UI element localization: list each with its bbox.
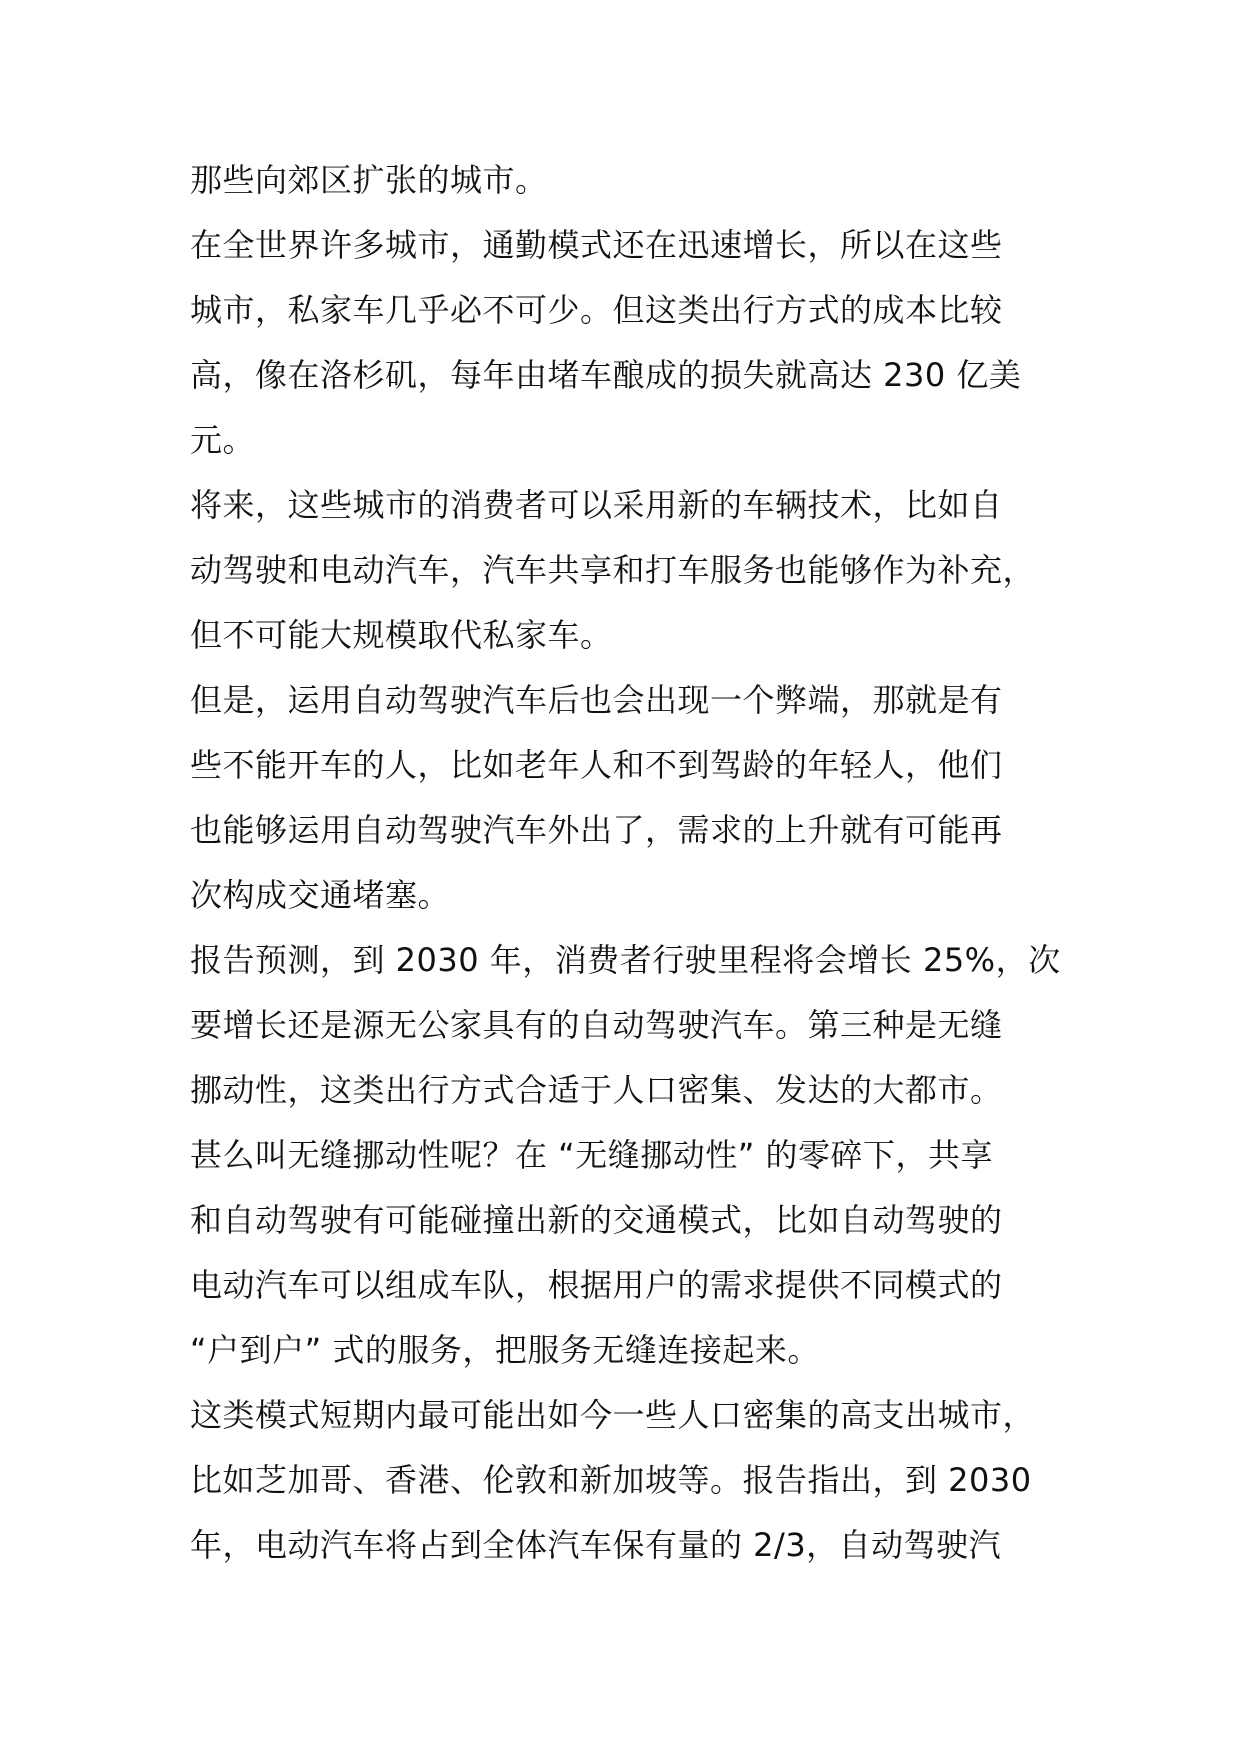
text-line: 比如芝加哥、香港、伦敦和新加坡等。报告指出，到 2030 xyxy=(190,1461,1032,1499)
text-line: 要增长还是源无公家具有的自动驾驶汽车。第三种是无缝 xyxy=(190,1006,1003,1044)
text-line: 这类模式短期内最可能出如今一些人口密集的高支出城市， xyxy=(190,1396,1036,1434)
text-line: 和自动驾驶有可能碰撞出新的交通模式，比如自动驾驶的 xyxy=(190,1201,1003,1239)
text-line: 挪动性，这类出行方式合适于人口密集、发达的大都市。 xyxy=(190,1071,1003,1109)
text-line: 将来，这些城市的消费者可以采用新的车辆技术，比如自 xyxy=(190,486,1003,524)
text-line: 甚么叫无缝挪动性呢？在 “无缝挪动性” 的零碎下，共享 xyxy=(190,1136,994,1174)
text-line: 高，像在洛杉矶，每年由堵车酿成的损失就高达 230 亿美 xyxy=(190,356,1022,394)
text-line: 也能够运用自动驾驶汽车外出了，需求的上升就有可能再 xyxy=(190,811,1003,849)
text-line: 在全世界许多城市，通勤模式还在迅速增长，所以在这些 xyxy=(190,226,1003,264)
document-body xyxy=(190,148,1060,1578)
text-line: 电动汽车可以组成车队，根据用户的需求提供不同模式的 xyxy=(190,1266,1003,1304)
text-line: “户到户” 式的服务，把服务无缝连接起来。 xyxy=(190,1331,820,1369)
text-line: 动驾驶和电动汽车，汽车共享和打车服务也能够作为补充， xyxy=(190,551,1036,589)
text-line: 但不可能大规模取代私家车。 xyxy=(190,616,613,654)
text-line: 那些向郊区扩张的城市。 xyxy=(190,161,548,199)
text-line: 年，电动汽车将占到全体汽车保有量的 2/3，自动驾驶汽 xyxy=(190,1526,1002,1564)
text-line: 报告预测，到 2030 年，消费者行驶里程将会增长 25%，次 xyxy=(190,941,1061,979)
text-line: 次构成交通堵塞。 xyxy=(190,876,451,914)
text-line: 城市，私家车几乎必不可少。但这类出行方式的成本比较 xyxy=(190,291,1003,329)
text-line: 但是，运用自动驾驶汽车后也会出现一个弊端，那就是有 xyxy=(190,681,1003,719)
text-line: 些不能开车的人，比如老年人和不到驾龄的年轻人，他们 xyxy=(190,746,1003,784)
text-line: 元。 xyxy=(190,421,256,459)
